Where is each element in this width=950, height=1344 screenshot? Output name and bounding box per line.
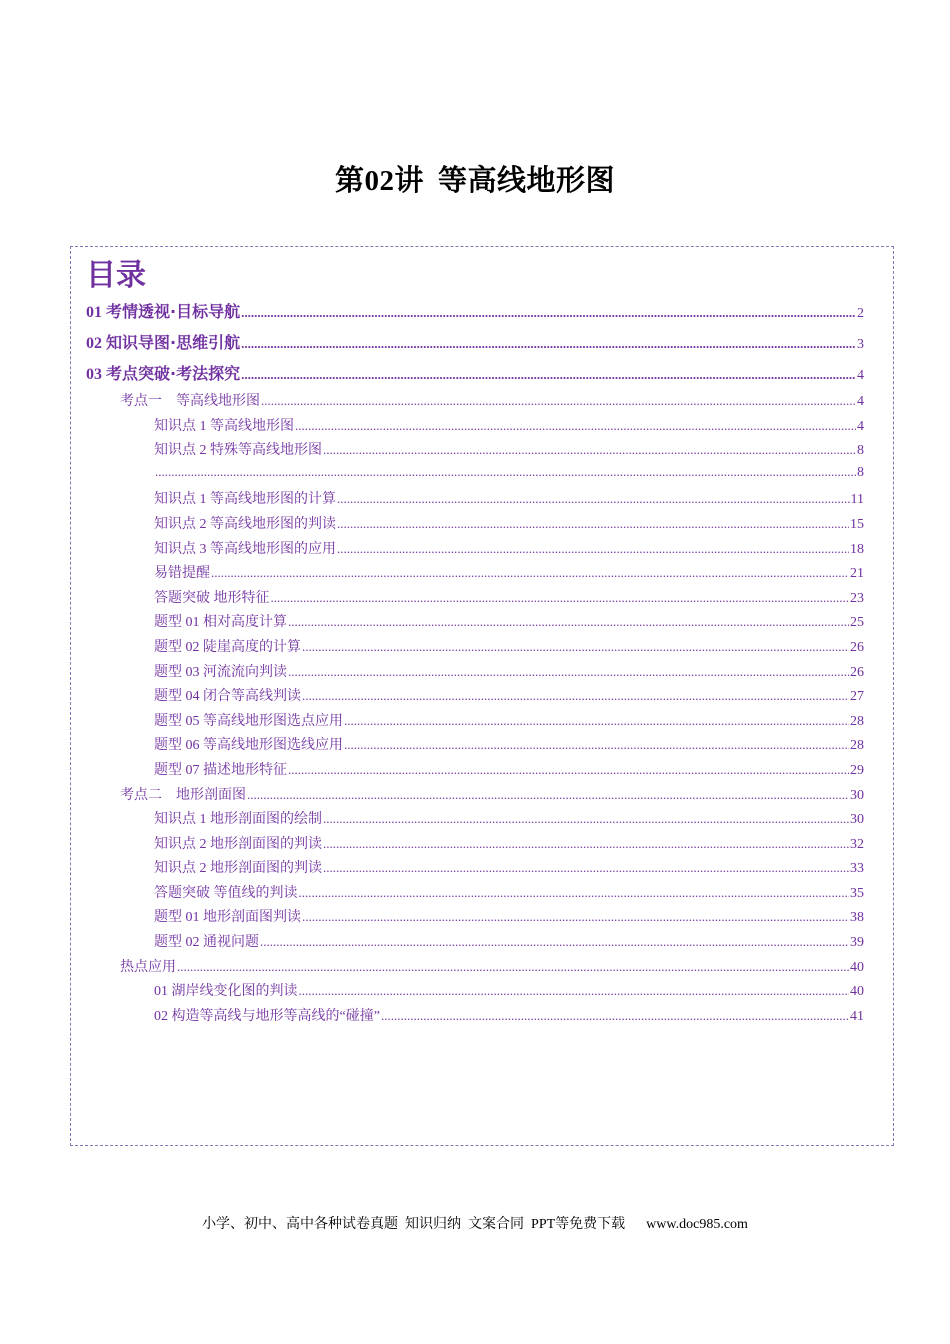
toc-dot-leader <box>271 590 850 606</box>
toc-dot-leader <box>337 541 849 557</box>
toc-page-number: 2 <box>857 306 864 321</box>
toc-entry[interactable] <box>86 513 864 538</box>
toc-entry-number: 02 <box>86 335 102 352</box>
toc-entry-label: 知识点 2 地形剖面图的判读 <box>154 836 322 852</box>
toc-page-number: 35 <box>850 885 864 901</box>
toc-entry[interactable] <box>86 734 864 759</box>
toc-entry[interactable] <box>86 956 864 981</box>
toc-page-number: 23 <box>850 590 864 606</box>
toc-dot-leader <box>288 614 849 630</box>
toc-dot-leader <box>381 1008 849 1024</box>
toc-entry[interactable] <box>86 587 864 612</box>
toc-entry[interactable] <box>86 636 864 661</box>
toc-entry[interactable] <box>86 980 864 1005</box>
toc-entry-label: 易错提醒 <box>154 566 210 582</box>
toc-dot-leader <box>288 762 849 778</box>
toc-entry-title: 知识导图·思维引航 <box>106 333 241 352</box>
toc-entry-label: 答题突破 地形特征 <box>154 590 270 606</box>
page-title <box>0 158 950 199</box>
toc-entry-label: 题型 01 相对高度计算 <box>154 615 287 631</box>
toc-page-number: 25 <box>850 615 864 631</box>
toc-entry[interactable] <box>86 611 864 636</box>
toc-entry[interactable] <box>86 538 864 563</box>
toc-dot-leader <box>261 393 856 409</box>
toc-page-number: 8 <box>857 443 864 459</box>
toc-entry[interactable] <box>86 439 864 464</box>
toc-page-number: 33 <box>850 861 864 877</box>
toc-entry-label: 热点应用 <box>120 959 176 975</box>
toc-entry[interactable] <box>86 328 864 359</box>
toc-dot-leader <box>299 885 850 901</box>
toc-page-number: 26 <box>850 664 864 680</box>
title-prefix: 第02讲 <box>334 165 424 197</box>
toc-page-number: 29 <box>850 762 864 778</box>
toc-dot-leader <box>344 737 849 753</box>
toc-entry-label: 题型 07 描述地形特征 <box>154 762 287 778</box>
toc-entry-label <box>86 330 240 353</box>
toc-entry[interactable] <box>86 857 864 882</box>
toc-entry-label: 知识点 1 等高线地形图 <box>154 418 294 434</box>
toc-entry[interactable] <box>86 784 864 809</box>
toc-entry-label <box>86 361 240 384</box>
toc-dot-leader <box>241 336 856 352</box>
toc-entry[interactable] <box>86 415 864 440</box>
toc-page-number: 28 <box>850 713 864 729</box>
toc-page-number: 21 <box>850 566 864 582</box>
toc-page-number: 4 <box>857 394 864 409</box>
toc-dot-leader <box>302 688 849 704</box>
toc-entry-label: 题型 05 等高线地形图选点应用 <box>154 713 343 729</box>
toc-entry[interactable] <box>86 661 864 686</box>
toc-dot-leader <box>323 836 849 852</box>
toc-dot-leader <box>241 305 856 321</box>
toc-entry[interactable] <box>86 464 864 489</box>
toc-entry[interactable] <box>86 390 864 415</box>
toc-page-number: 38 <box>850 910 864 926</box>
toc-entry-label <box>86 299 240 322</box>
toc-page-number: 3 <box>857 337 864 352</box>
toc-page-number: 8 <box>857 464 864 480</box>
toc-entry-label: 题型 02 通视问题 <box>154 935 259 951</box>
toc-entry-label: 知识点 1 等高线地形图的计算 <box>154 492 336 508</box>
toc-entry[interactable] <box>86 906 864 931</box>
toc-entry-title: 考点突破·考法探究 <box>106 364 241 383</box>
toc-page-number: 40 <box>850 984 864 1000</box>
title-main: 等高线地形图 <box>438 163 616 197</box>
toc-entry-label: 题型 02 陡崖高度的计算 <box>154 639 301 655</box>
toc-list <box>86 297 864 1029</box>
toc-entry[interactable] <box>86 759 864 784</box>
toc-entry-label: 答题突破 等值线的判读 <box>154 885 298 901</box>
toc-dot-leader <box>337 516 849 532</box>
toc-dot-leader <box>155 464 856 480</box>
toc-entry[interactable] <box>86 710 864 735</box>
toc-entry[interactable] <box>86 685 864 710</box>
toc-heading: 目录 <box>86 258 146 293</box>
toc-dot-leader <box>344 713 849 729</box>
toc-dot-leader <box>241 367 856 383</box>
toc-page-number: 28 <box>850 738 864 754</box>
toc-dot-leader <box>295 418 856 434</box>
toc-dot-leader <box>288 664 849 680</box>
toc-page-number: 30 <box>850 787 864 803</box>
toc-entry[interactable] <box>86 882 864 907</box>
toc-entry-label: 题型 03 河流流向判读 <box>154 664 287 680</box>
toc-entry-label: 02 构造等高线与地形等高线的“碰撞” <box>154 1008 380 1024</box>
toc-page-number: 4 <box>857 418 864 434</box>
toc-dot-leader <box>323 811 849 827</box>
toc-entry[interactable] <box>86 1005 864 1030</box>
toc-dot-leader <box>302 639 849 655</box>
toc-entry[interactable] <box>86 808 864 833</box>
toc-entry[interactable] <box>86 833 864 858</box>
toc-entry-label: 考点二 地形剖面图 <box>120 787 246 803</box>
toc-dot-leader <box>323 442 856 458</box>
toc-entry-number: 01 <box>86 304 102 321</box>
toc-entry-label: 知识点 2 地形剖面图的判读 <box>154 861 322 877</box>
toc-page-number: 26 <box>850 639 864 655</box>
toc-entry-label: 01 湖岸线变化图的判读 <box>154 984 298 1000</box>
toc-page-number: 18 <box>850 541 864 557</box>
toc-page-number: 32 <box>850 836 864 852</box>
toc-page-number: 39 <box>850 935 864 951</box>
toc-page-number: 11 <box>850 492 864 508</box>
toc-entry[interactable] <box>86 562 864 587</box>
toc-page-number: 4 <box>857 368 864 383</box>
toc-page-number: 40 <box>850 959 864 975</box>
toc-entry-label: 知识点 1 地形剖面图的绘制 <box>154 812 322 828</box>
toc-dot-leader <box>260 934 849 950</box>
toc-dot-leader <box>177 959 849 975</box>
toc-page-number: 15 <box>850 516 864 532</box>
toc-dot-leader <box>247 787 849 803</box>
toc-page-number: 41 <box>850 1008 864 1024</box>
toc-entry-title: 考情透视·目标导航 <box>106 302 241 321</box>
toc-dot-leader <box>302 909 849 925</box>
toc-entry[interactable] <box>86 359 864 390</box>
toc-entry-label: 题型 06 等高线地形图选线应用 <box>154 738 343 754</box>
toc-entry-label: 考点一 等高线地形图 <box>120 394 260 409</box>
toc-entry-label: 题型 01 地形剖面图判读 <box>154 910 301 926</box>
toc-dot-leader <box>337 491 850 507</box>
toc-entry[interactable] <box>86 931 864 956</box>
toc-dot-leader <box>211 565 849 581</box>
footer-text: 小学、初中、高中各种试卷真题 知识归纳 文案合同 PPT等免费下载 www.doc985.com <box>202 1217 748 1232</box>
toc-entry-label: 知识点 2 特殊等高线地形图 <box>154 443 322 459</box>
toc-dot-leader <box>299 983 850 999</box>
toc-entry-label: 题型 04 闭合等高线判读 <box>154 689 301 705</box>
toc-page-number: 27 <box>850 689 864 705</box>
toc-entry[interactable] <box>86 488 864 513</box>
toc-dot-leader <box>323 860 849 876</box>
toc-entry-label: 知识点 2 等高线地形图的判读 <box>154 516 336 532</box>
toc-page-number: 30 <box>850 812 864 828</box>
toc-entry-number: 03 <box>86 366 102 383</box>
toc-entry[interactable] <box>86 297 864 328</box>
toc-entry-label: 知识点 3 等高线地形图的应用 <box>154 541 336 557</box>
